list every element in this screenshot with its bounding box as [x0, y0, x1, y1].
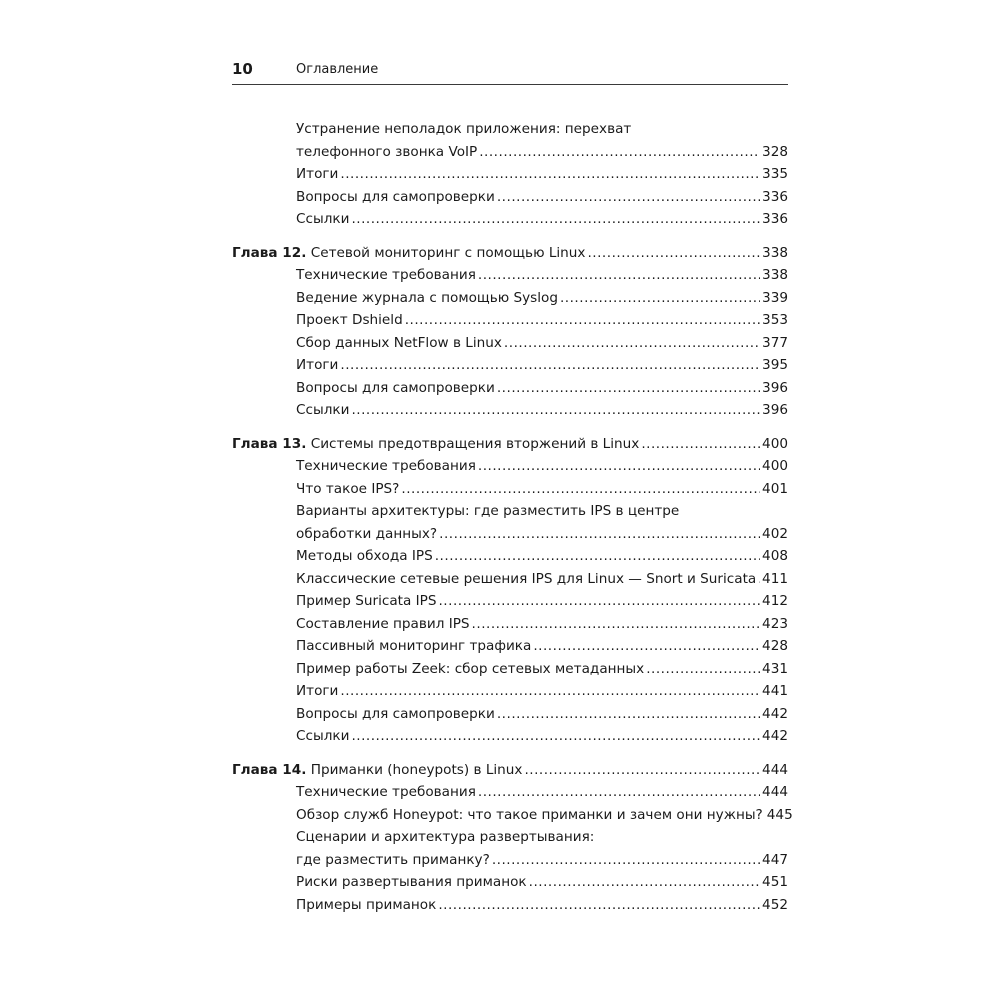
dot-leader	[524, 759, 760, 782]
toc-page-number: 447	[762, 851, 788, 868]
table-of-contents	[232, 118, 793, 916]
toc-entry-title-line1: Сценарии и архитектура развертывания:	[296, 829, 595, 845]
dot-leader	[758, 568, 760, 591]
toc-section-entry	[232, 354, 788, 377]
toc-page-number: 336	[762, 211, 788, 227]
toc-page-number: 400	[762, 458, 788, 474]
toc-page-number: 335	[762, 166, 788, 182]
chapter-label: Глава 14.	[232, 761, 307, 778]
toc-entry-line	[296, 725, 788, 748]
toc-entry-line	[296, 354, 788, 377]
toc-entry-title	[296, 568, 756, 591]
toc-section-entry	[232, 613, 788, 636]
toc-section-entry	[232, 332, 788, 355]
toc-section-entry	[232, 399, 788, 422]
toc-entry-line	[296, 658, 788, 681]
toc-entry-line	[296, 163, 788, 186]
dot-leader	[492, 849, 760, 872]
toc-page-number: 441	[762, 683, 788, 699]
toc-entry-title	[296, 208, 349, 231]
toc-section-entry	[232, 725, 788, 748]
toc-page-number: 423	[762, 615, 788, 632]
page-header	[232, 60, 788, 85]
toc-entry-title	[232, 433, 639, 456]
toc-section-entry	[232, 309, 788, 332]
toc-entry-line	[296, 208, 788, 231]
toc-entry-text: Технические требования	[296, 267, 476, 283]
toc-section-entry	[232, 635, 788, 658]
dot-leader	[504, 332, 760, 355]
toc-section-entry	[232, 163, 788, 186]
toc-section-entry	[232, 703, 788, 726]
dot-leader	[340, 354, 760, 377]
toc-entry-text: Вопросы для самопроверки	[296, 188, 495, 205]
toc-entry-title	[296, 377, 495, 400]
toc-entry-line	[296, 894, 788, 917]
dot-leader	[478, 264, 760, 287]
toc-section-entry	[232, 590, 788, 613]
toc-page-number: 396	[762, 402, 788, 418]
toc-page-number: 442	[762, 705, 788, 722]
toc-entry-text: Обзор служб Honeypot: что такое приманки и зачем они нужны?	[296, 806, 763, 823]
page-number: 10	[232, 60, 253, 78]
toc-page-number: 395	[762, 357, 788, 373]
toc-entry-text: Ведение журнала с помощью Syslog	[296, 289, 558, 306]
toc-entry-title-line1: Устранение неполадок приложения: перехват	[296, 121, 632, 137]
dot-leader	[401, 478, 760, 501]
toc-page-number: 452	[762, 896, 788, 913]
toc-entry-title	[296, 635, 531, 658]
toc-entry-title	[296, 658, 644, 681]
toc-entry-text: Технические требования	[296, 458, 476, 474]
toc-section-entry	[232, 568, 788, 591]
toc-entry-line	[296, 871, 788, 894]
toc-entry-line	[296, 568, 788, 591]
toc-entry-line	[296, 849, 788, 872]
toc-page-number: 451	[762, 874, 788, 890]
toc-entry-line	[296, 186, 788, 209]
toc-section-entry	[232, 680, 788, 703]
dot-leader	[533, 635, 760, 658]
dot-leader	[641, 433, 760, 456]
toc-entry-title	[296, 680, 338, 703]
dot-leader	[340, 163, 760, 186]
dot-leader	[587, 242, 760, 265]
toc-entry-text: Примеры приманок	[296, 896, 437, 913]
toc-entry-text: Составление правил IPS	[296, 615, 470, 632]
toc-page-number: 336	[762, 188, 788, 205]
toc-entry-line	[296, 141, 788, 164]
toc-entry-text: Вопросы для самопроверки	[296, 705, 495, 722]
dot-leader	[646, 658, 760, 681]
dot-leader	[351, 725, 760, 748]
toc-entry-text: Что такое IPS?	[296, 480, 400, 497]
dot-leader	[438, 894, 760, 917]
toc-page-number: 444	[762, 761, 788, 778]
toc-entry-text: Итоги	[296, 166, 339, 182]
dot-leader	[351, 208, 760, 231]
toc-page-number: 444	[762, 784, 788, 800]
toc-entry-line	[232, 759, 788, 782]
toc-entry-line	[296, 804, 793, 827]
toc-entry-line	[296, 523, 788, 546]
toc-page-number: 431	[762, 660, 788, 677]
toc-page-number: 328	[762, 143, 788, 160]
toc-page-number: 396	[762, 379, 788, 396]
toc-entry-line	[296, 287, 788, 310]
toc-section-entry	[232, 455, 788, 478]
toc-entry-line	[296, 264, 788, 287]
toc-entry-title	[296, 332, 502, 355]
toc-entry-text: Ссылки	[296, 402, 350, 418]
toc-entry-title	[296, 455, 476, 478]
dot-leader	[497, 377, 760, 400]
toc-entry-line	[296, 635, 788, 658]
toc-entry-text: Ссылки	[296, 211, 350, 227]
toc-entry-text: телефонного звонка VoIP	[296, 143, 478, 160]
toc-entry-line	[296, 781, 788, 804]
toc-entry-title	[296, 590, 436, 613]
toc-entry-line	[296, 590, 788, 613]
toc-entry-title	[296, 309, 403, 332]
dot-leader	[479, 141, 760, 164]
toc-entry-title	[296, 725, 349, 748]
toc-entry-title	[232, 242, 585, 265]
toc-page-number: 428	[762, 638, 788, 654]
toc-entry-text: Сетевой мониторинг с помощью Linux	[310, 244, 586, 261]
dot-leader	[405, 309, 760, 332]
toc-entry-line	[296, 332, 788, 355]
toc-page-number: 353	[762, 312, 788, 328]
toc-section-entry	[232, 186, 788, 209]
toc-section-entry	[232, 545, 788, 568]
toc-section-entry	[232, 894, 788, 917]
toc-entry-text: Технические требования	[296, 784, 476, 800]
toc-entry-text: Системы предотвращения вторжений в Linux	[310, 435, 640, 452]
toc-section-entry	[232, 500, 788, 545]
toc-entry-title	[296, 478, 399, 501]
chapter-label: Глава 12.	[232, 244, 307, 261]
toc-page-number: 338	[762, 244, 788, 261]
toc-entry-line	[232, 242, 788, 265]
toc-entry-title	[296, 894, 436, 917]
toc-section-entry	[232, 781, 788, 804]
toc-entry-text: Пример работы Zeek: сбор сетевых метаданных	[296, 660, 645, 677]
toc-section-entry	[232, 118, 788, 163]
toc-page-number: 411	[762, 570, 788, 587]
dot-leader	[351, 399, 760, 422]
toc-entry-line	[296, 455, 788, 478]
toc-entry-text: Риски развертывания приманок	[296, 874, 527, 890]
toc-section-entry	[232, 871, 788, 894]
toc-entry-line	[296, 680, 788, 703]
running-title: Оглавление	[296, 62, 379, 77]
toc-entry-title	[296, 523, 437, 546]
toc-entry-text: Пассивный мониторинг трафика	[296, 638, 532, 654]
toc-page-number: 445	[766, 806, 793, 823]
toc-entry-text: Проект Dshield	[296, 312, 403, 328]
toc-section-entry	[232, 826, 788, 871]
toc-page-number: 408	[762, 548, 788, 564]
toc-page-number: 402	[762, 525, 788, 542]
toc-page-number: 339	[762, 289, 788, 306]
dot-leader	[340, 680, 760, 703]
toc-entry-title	[296, 287, 558, 310]
toc-page-number: 412	[762, 593, 788, 609]
toc-entry-title	[296, 613, 470, 636]
dot-leader	[478, 781, 760, 804]
toc-entry-text: Пример Suricata IPS	[296, 593, 437, 609]
toc-entry-text: Итоги	[296, 357, 339, 373]
dot-leader	[497, 703, 760, 726]
toc-entry-line	[296, 478, 788, 501]
toc-entry-title	[296, 141, 477, 164]
toc-entry-title	[296, 186, 495, 209]
dot-leader	[472, 613, 761, 636]
toc-entry-title	[296, 703, 495, 726]
toc-entry-line	[296, 309, 788, 332]
toc-entry-text: Сбор данных NetFlow в Linux	[296, 334, 502, 351]
toc-entry-text: Приманки (honeypots) в Linux	[310, 761, 523, 778]
toc-chapter-entry	[232, 242, 788, 265]
toc-entry-title	[296, 163, 338, 186]
dot-leader	[438, 590, 760, 613]
toc-page-number: 400	[762, 435, 788, 452]
toc-entry-text: Классические сетевые решения IPS для Linux — Snort и Suricata	[296, 570, 757, 587]
toc-entry-title-line1: Варианты архитектуры: где разместить IPS в центре	[296, 503, 680, 519]
dot-leader	[497, 186, 760, 209]
toc-section-entry	[232, 377, 788, 400]
toc-page-number: 442	[762, 728, 788, 744]
toc-entry-text: Вопросы для самопроверки	[296, 379, 495, 396]
toc-entry-line	[232, 433, 788, 456]
dot-leader	[435, 545, 760, 568]
toc-entry-title	[296, 871, 527, 894]
dot-leader	[439, 523, 760, 546]
dot-leader	[478, 455, 760, 478]
toc-entry-title	[296, 849, 490, 872]
dot-leader	[529, 871, 760, 894]
dot-leader	[560, 287, 760, 310]
chapter-label: Глава 13.	[232, 435, 307, 452]
toc-entry-line	[296, 613, 788, 636]
toc-chapter-entry	[232, 433, 788, 456]
toc-page-number: 338	[762, 267, 788, 283]
toc-chapter-entry	[232, 759, 788, 782]
toc-entry-title	[296, 545, 433, 568]
toc-entry-title	[296, 264, 476, 287]
toc-entry-line	[296, 703, 788, 726]
toc-page-number: 401	[762, 480, 788, 497]
toc-entry-title	[296, 399, 349, 422]
toc-entry-line	[296, 545, 788, 568]
toc-entry-text: Ссылки	[296, 728, 350, 744]
toc-entry-text: Методы обхода IPS	[296, 548, 433, 564]
toc-section-entry	[232, 804, 793, 827]
toc-entry-text: обработки данных?	[296, 525, 438, 542]
toc-entry-title	[296, 781, 476, 804]
toc-section-entry	[232, 287, 788, 310]
toc-section-entry	[232, 208, 788, 231]
toc-entry-line	[296, 377, 788, 400]
toc-entry-title	[232, 759, 522, 782]
toc-section-entry	[232, 264, 788, 287]
toc-entry-title	[296, 804, 763, 827]
toc-section-entry	[232, 658, 788, 681]
toc-entry-text: Итоги	[296, 683, 339, 699]
toc-entry-text: где разместить приманку?	[296, 851, 490, 868]
toc-entry-line	[296, 399, 788, 422]
toc-entry-title	[296, 354, 338, 377]
toc-section-entry	[232, 478, 788, 501]
toc-page-number: 377	[762, 334, 788, 351]
